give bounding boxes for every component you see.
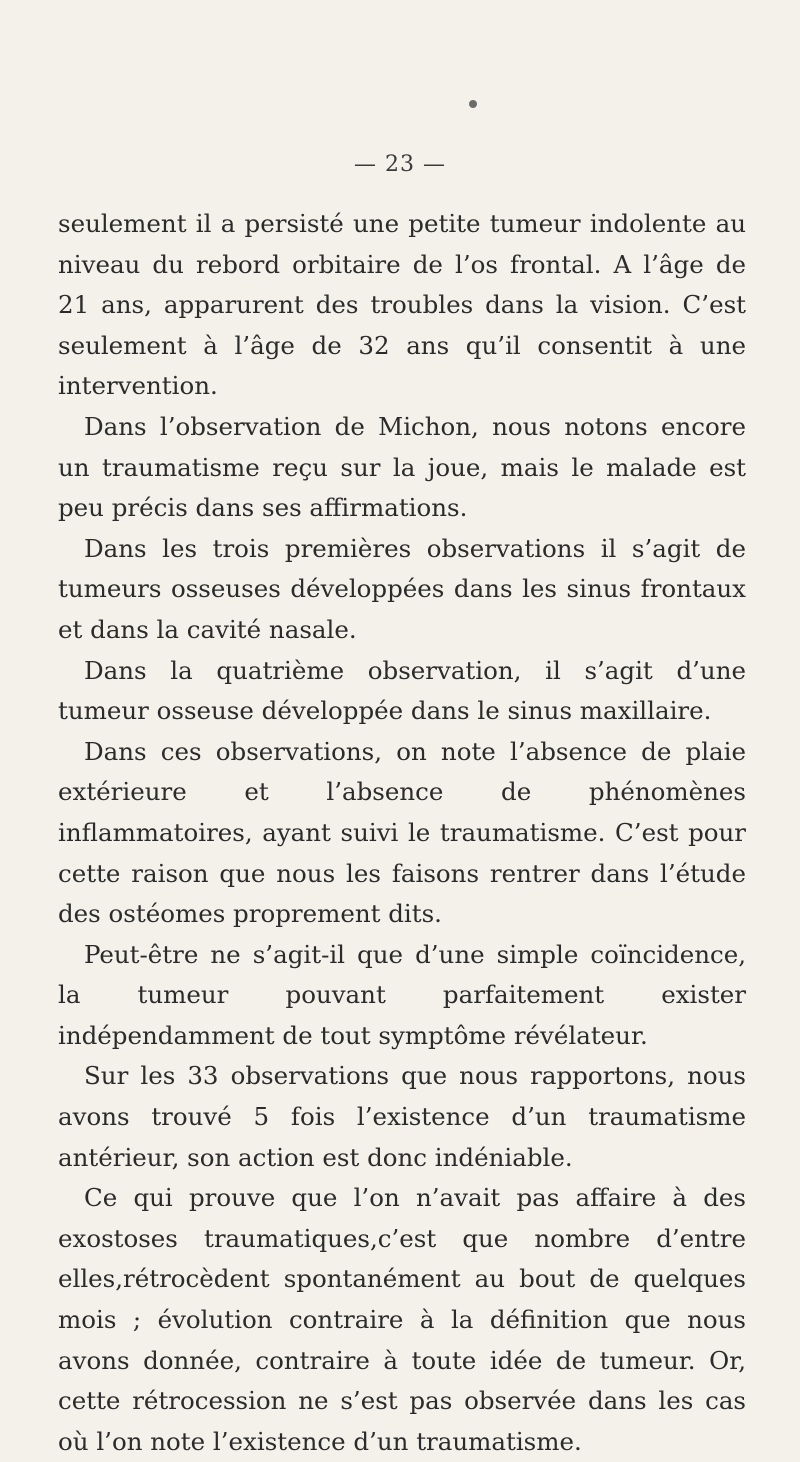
paragraph-3: Dans les trois premières observations il s’agit de tumeurs osseuses développées dans les sinus frontaux et dans la cavité nasale. bbox=[58, 533, 746, 644]
body-text bbox=[58, 204, 746, 1462]
paragraph-1: seulement il a persisté une petite tumeur indolente au niveau du rebord orbitaire de l’os frontal. A l’âge de 21 ans, apparurent des troubles dans la vision. C’est seulement à l’âge de 32 ans qu’il consentit à une intervention. bbox=[58, 209, 746, 401]
paragraph-6: Peut-être ne s’agit-il que d’une simple coïncidence, la tumeur pouvant parfaitement exister indépendamment de tout symptôme révélateur. bbox=[58, 939, 746, 1050]
paragraph-4: Dans la quatrième observation, il s’agit d’une tumeur osseuse développée dans le sinus maxillaire. bbox=[58, 655, 746, 726]
paragraph-5: Dans ces observations, on note l’absence de plaie extérieure et l’absence de phénomènes inflammatoires, ayant suivi le traumatisme. C’est pour cette raison que nous les faisons rentrer dans l’étude des ostéomes proprement dits. bbox=[58, 736, 746, 929]
paragraph-8: Ce qui prouve que l’on n’avait pas affaire à des exostoses traumatiques,c’est que nombre d’entre elles,rétrocèdent spontanément au bout de quelques mois ; évolution contraire à la définition que nous avons donnée, contraire à toute idée de tumeur. Or, cette rétrocession ne s’est pas observée dans les cas où l’on note l’existence d’un traumatisme. bbox=[58, 1183, 746, 1456]
paragraph-2: Dans l’observation de Michon, nous notons encore un traumatisme reçu sur la joue, mais le malade est peu précis dans ses affirmations. bbox=[58, 411, 746, 523]
page-number: — 23 — bbox=[354, 152, 446, 177]
paragraph-7: Sur les 33 observations que nous rapportons, nous avons trouvé 5 fois l’existence d’un traumatisme antérieur, son action est donc indéniable. bbox=[58, 1061, 746, 1172]
ink-speck bbox=[469, 100, 477, 108]
